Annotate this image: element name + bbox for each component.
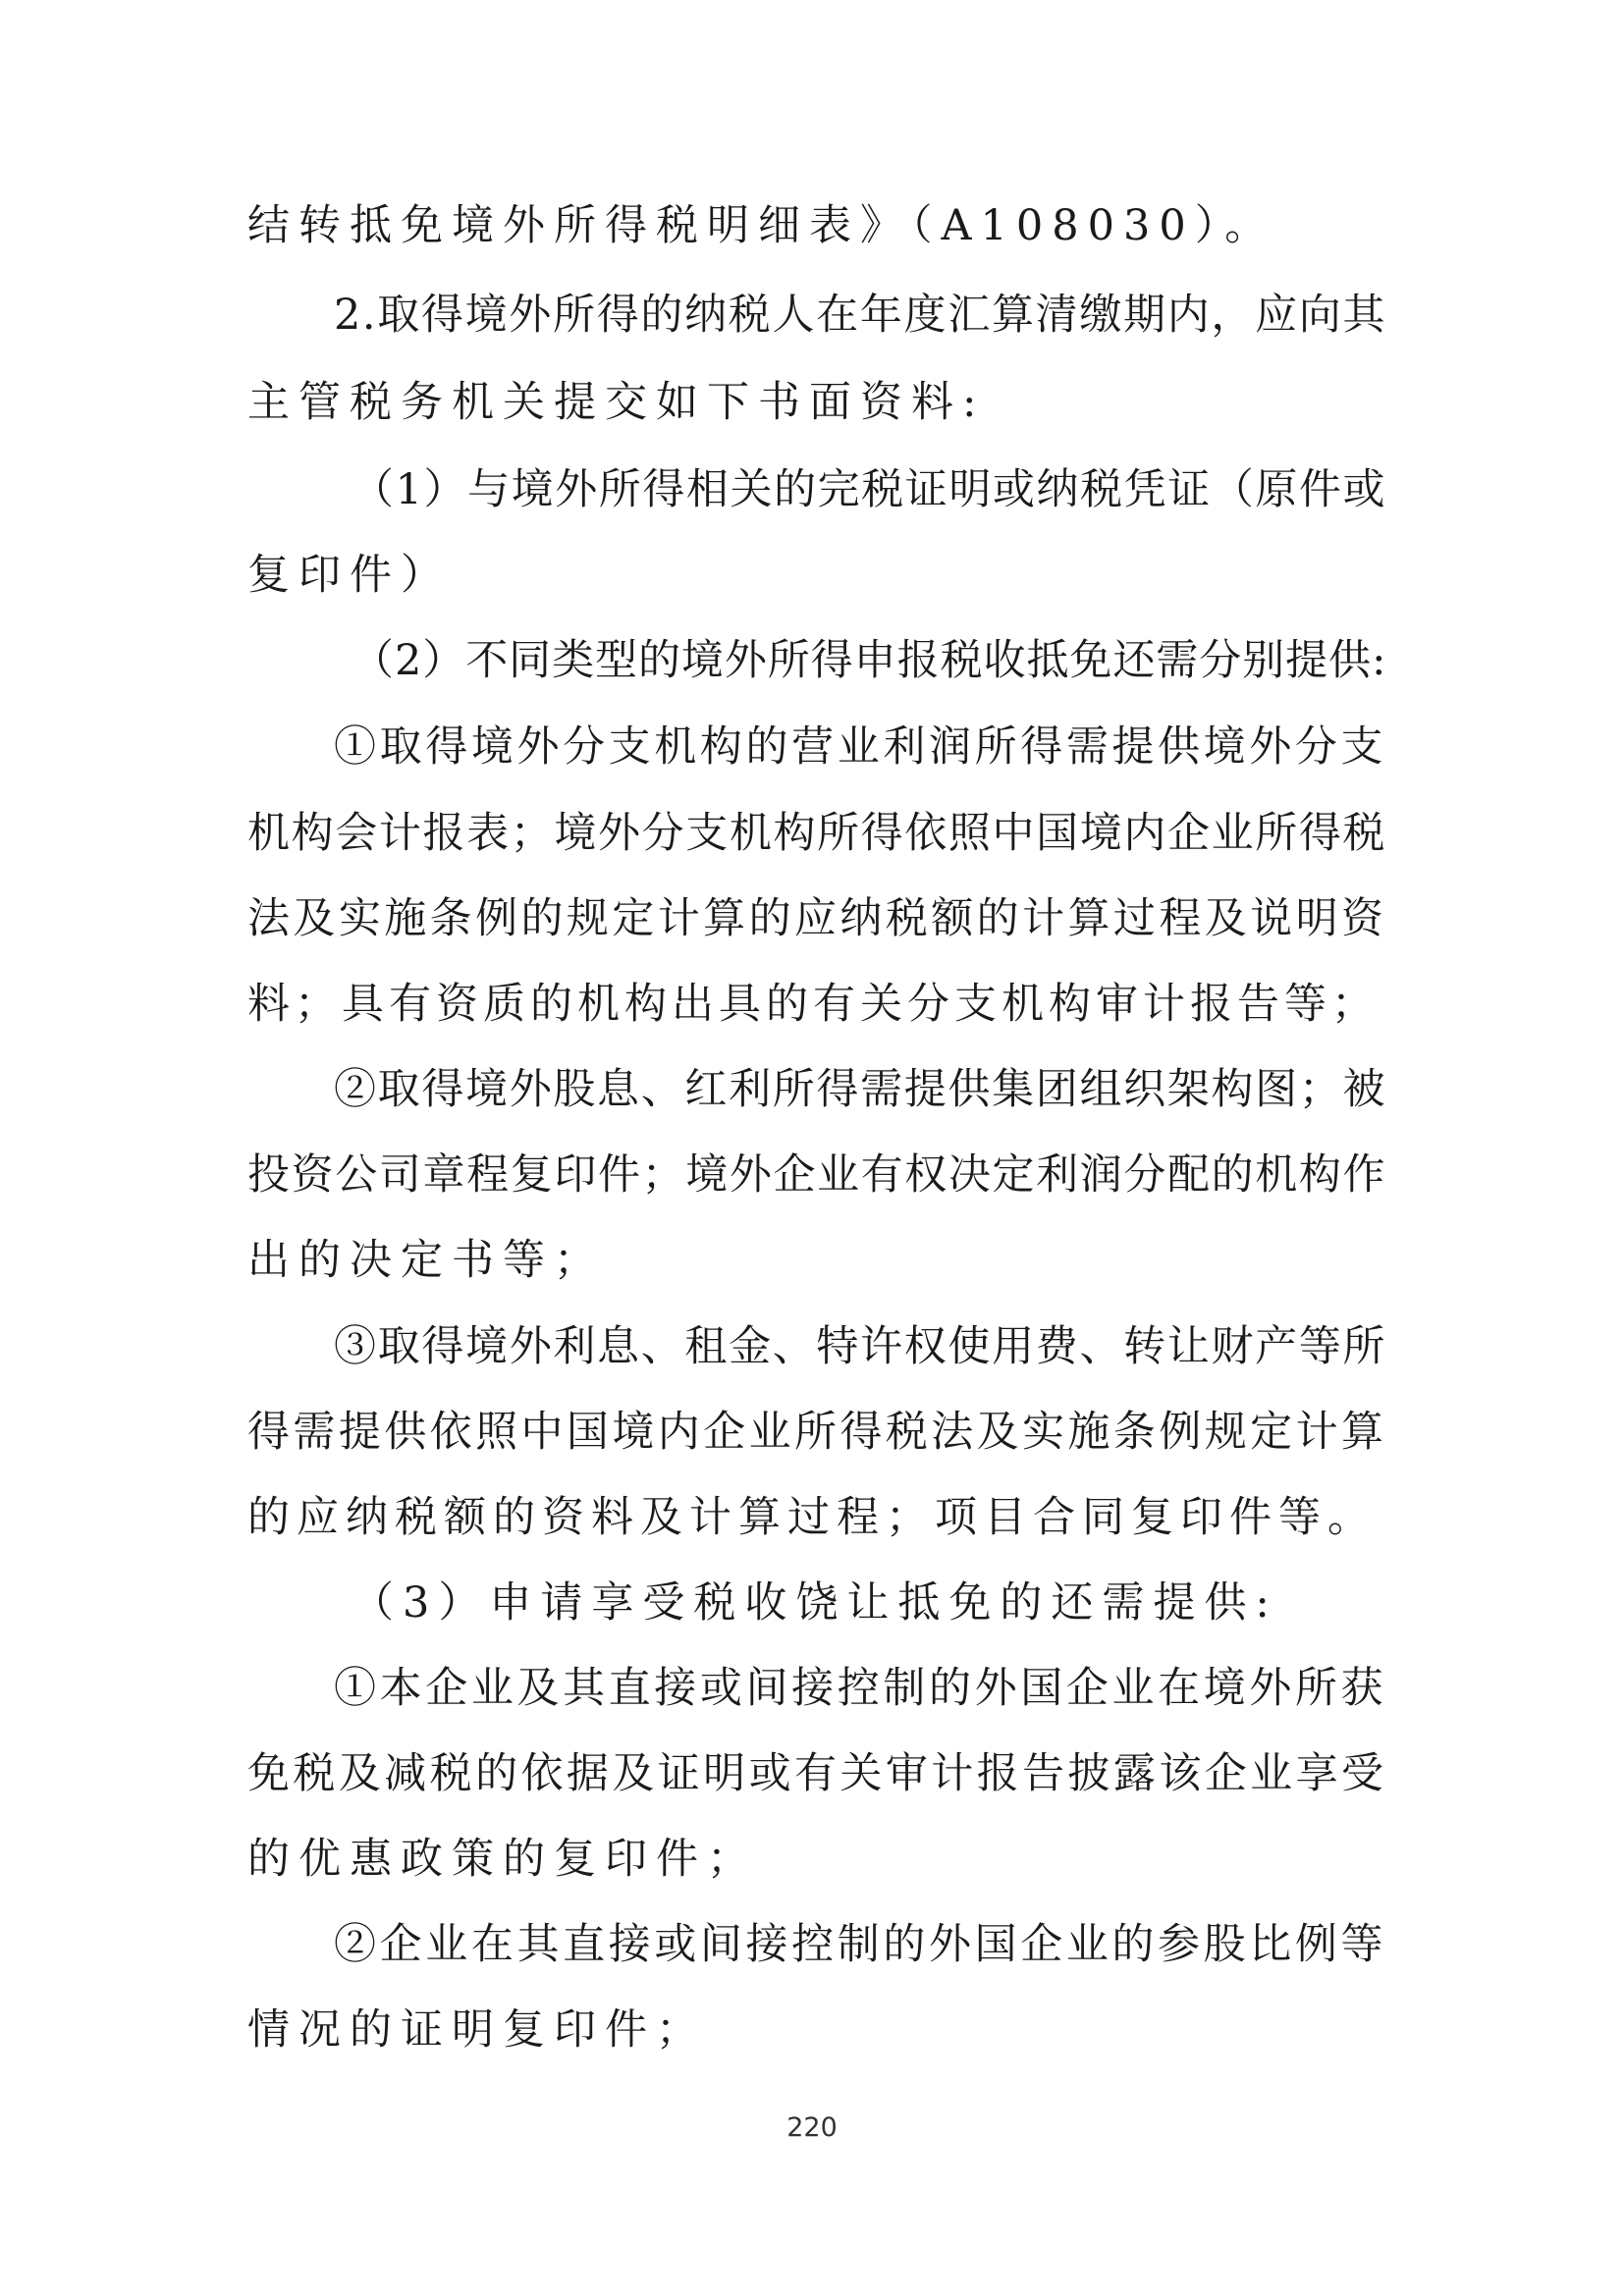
text-line: 料；具有资质的机构出具的有关分支机构审计报告等； — [247, 980, 1379, 1029]
text-line: ②企业在其直接或间接控制的外国企业的参股比例等 — [334, 1920, 1386, 1969]
text-line: 机构会计报表；境外分支机构所得依照中国境内企业所得税 — [247, 809, 1386, 858]
text-line: 得需提供依照中国境内企业所得税法及实施条例规定计算 — [247, 1408, 1386, 1457]
text-line: 2.取得境外所得的纳税人在年度汇算清缴期内，应向其 — [334, 291, 1386, 340]
text-line: 复印件） — [247, 551, 452, 600]
text-line: ①本企业及其直接或间接控制的外国企业在境外所获 — [334, 1664, 1386, 1713]
text-line: 法及实施条例的规定计算的应纳税额的计算过程及说明资 — [247, 894, 1386, 943]
text-line: （3）申请享受税收饶让抵免的还需提供: — [352, 1578, 1278, 1628]
text-line: 的优惠政策的复印件； — [247, 1835, 758, 1884]
text-line: 的应纳税额的资料及计算过程；项目合同复印件等。 — [247, 1493, 1377, 1542]
text-line: 投资公司章程复印件；境外企业有权决定利润分配的机构作 — [247, 1150, 1386, 1200]
text-line: ①取得境外分支机构的营业利润所得需提供境外分支 — [334, 722, 1386, 772]
text-line: 出的决定书等； — [247, 1236, 605, 1285]
text-line: 情况的证明复印件； — [247, 2005, 707, 2055]
text-line: 主管税务机关提交如下书面资料: — [247, 378, 986, 427]
page-number: 220 — [786, 2112, 838, 2143]
text-line: ②取得境外股息、红利所得需提供集团组织架构图；被 — [334, 1065, 1386, 1114]
text-line: （2）不同类型的境外所得申报税收抵免还需分别提供: — [352, 636, 1386, 685]
text-line: ③取得境外利息、租金、特许权使用费、转让财产等所 — [334, 1322, 1386, 1371]
text-line: （1）与境外所得相关的完税证明或纳税凭证（原件或 — [352, 465, 1386, 514]
text-line: 免税及减税的依据及证明或有关审计报告披露该企业享受 — [247, 1749, 1386, 1798]
text-line: 结转抵免境外所得税明细表》（A108030）。 — [247, 201, 1276, 250]
